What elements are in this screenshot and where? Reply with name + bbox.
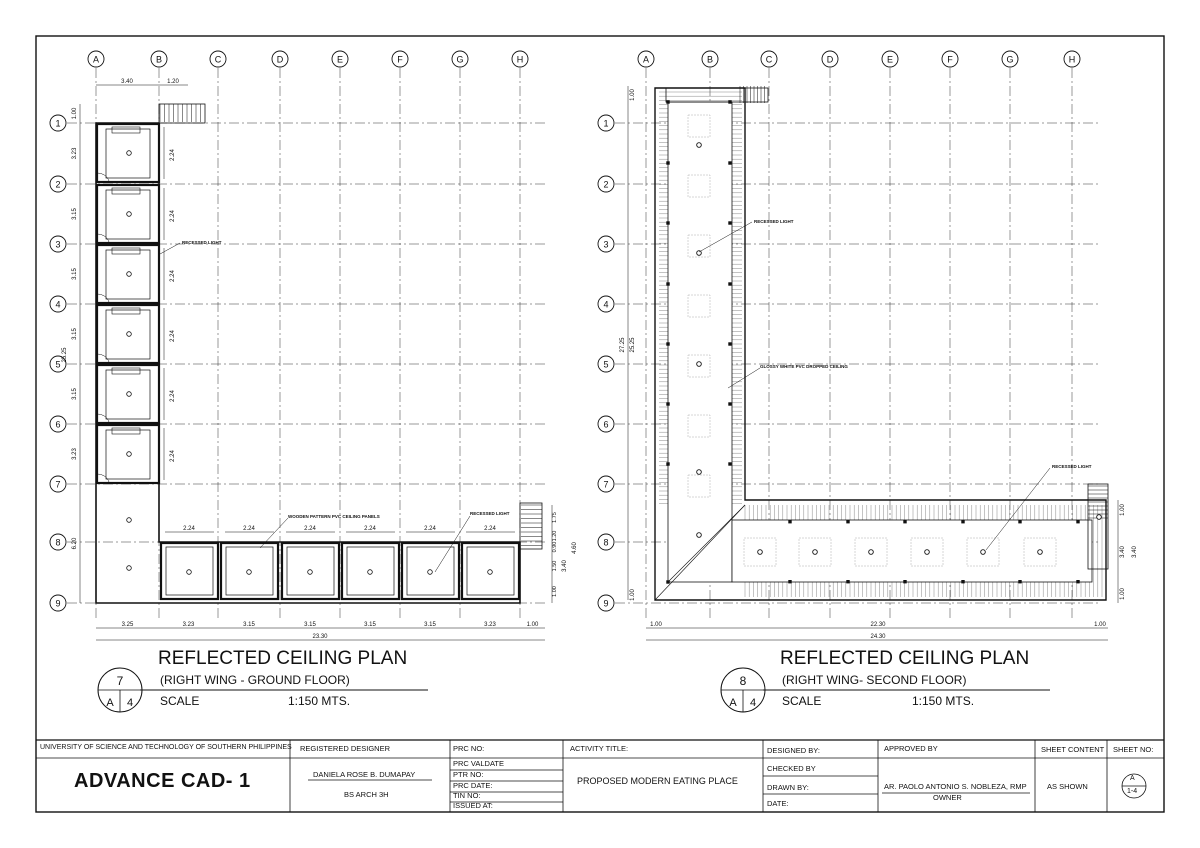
note-glossy-ceiling: GLOSSY WHITE PVC DROPPED CEILING: [760, 364, 848, 369]
ptr-no: PTR NO:: [453, 770, 484, 779]
column-marker: [846, 520, 849, 523]
dim-room-vertical: 2.24: [170, 149, 176, 161]
approved-by-label: APPROVED BY: [884, 744, 938, 753]
recessed-light: [925, 550, 930, 555]
grid-label-f: F: [397, 54, 403, 65]
column-marker: [728, 161, 731, 164]
grid-label-a: A: [92, 54, 100, 65]
door-swing: [97, 173, 109, 181]
column-marker: [728, 342, 731, 345]
recessed-light: [697, 362, 702, 367]
course-title: ADVANCE CAD- 1: [74, 770, 251, 792]
column-marker: [728, 221, 731, 224]
approver-role: OWNER: [933, 793, 962, 802]
column-marker: [788, 580, 791, 583]
column-marker: [903, 580, 906, 583]
column-marker: [728, 402, 731, 405]
dim-bottom: 3.23: [484, 622, 496, 628]
grid-label-9: 9: [603, 598, 609, 609]
dim-bottom: 3.23: [182, 622, 195, 628]
column-marker: [1076, 580, 1079, 583]
ceiling-panel-horizontal: [166, 547, 213, 595]
ceiling-panel-horizontal: [226, 547, 273, 595]
recessed-light: [127, 272, 132, 277]
dim-room-horizontal: 2.24: [364, 526, 376, 532]
sheet-ref-right-a: A: [729, 697, 737, 709]
grid-label-9: 9: [55, 598, 61, 609]
column-marker: [728, 462, 731, 465]
sheet-content-value: AS SHOWN: [1047, 782, 1088, 791]
dim-right-total: 3.40: [562, 560, 568, 572]
grid-label-2: 2: [603, 179, 609, 190]
recessed-light: [247, 570, 252, 575]
activity-title: PROPOSED MODERN EATING PLACE: [577, 776, 738, 786]
column-marker: [788, 520, 791, 523]
inner-ceiling-vertical: [668, 102, 732, 582]
recessed-light: [697, 470, 702, 475]
dim-right: 1.00: [552, 586, 558, 597]
grid-label-h: H: [516, 54, 524, 65]
cubicle-horizontal: [282, 543, 339, 599]
dim-bottom: 3.15: [364, 622, 376, 628]
dim-left: 3.15: [72, 388, 78, 400]
dim-bottom: 3.25: [121, 622, 134, 628]
grid-label-4: 4: [603, 299, 609, 310]
recessed-light: [697, 251, 702, 256]
recessed-light: [127, 212, 132, 217]
counter: [112, 428, 140, 434]
counter: [112, 248, 140, 254]
dim-bottom: 3.15: [424, 622, 436, 628]
recessed-light: [428, 570, 433, 575]
note-wooden-panels: WOODEN PATTERN PVC CEILING PANELS: [288, 514, 380, 519]
prc-date: PRC DATE:: [453, 781, 493, 790]
column-marker: [666, 221, 669, 224]
dim-room-horizontal: 2.24: [304, 526, 316, 532]
sheet-ref-right-4: 4: [749, 697, 757, 709]
recessed-light: [127, 151, 132, 156]
door-swing: [97, 234, 109, 242]
prc-no: PRC NO:: [453, 744, 485, 753]
recessed-light: [869, 550, 874, 555]
recessed-light: [127, 452, 132, 457]
dim-left: 3.23: [72, 147, 78, 160]
ceiling-panel-horizontal: [467, 547, 514, 595]
dim-top: 1.20: [167, 79, 179, 85]
ceiling-panel-vertical: [106, 430, 150, 479]
right-plan-subtitle: (RIGHT WING- SECOND FLOOR): [782, 673, 967, 687]
dim-right: 3.40: [1120, 546, 1126, 558]
cubicle-horizontal: [221, 543, 278, 599]
dim-left: 25.25: [630, 337, 636, 353]
dim-right-total: 3.40: [1132, 546, 1138, 558]
column-marker: [1018, 580, 1021, 583]
counter: [112, 127, 140, 133]
designed-by-label: DESIGNED BY:: [767, 746, 820, 755]
door-swing: [97, 474, 109, 482]
dim-room-vertical: 2.24: [170, 450, 176, 462]
dim-left: 3.15: [72, 328, 78, 340]
dim-right: 1.00: [1120, 504, 1126, 516]
sheet-ref-left-a: A: [106, 697, 114, 709]
dim-room-horizontal: 2.24: [484, 526, 496, 532]
counter: [112, 308, 140, 314]
recessed-light: [127, 518, 132, 523]
dim-right-total: 4.60: [572, 542, 578, 554]
activity-title-label: ACTIVITY TITLE:: [570, 744, 629, 753]
checked-by-label: CHECKED BY: [767, 764, 816, 773]
sheet-no-letter: A: [1130, 775, 1135, 782]
grid-label-7: 7: [603, 479, 609, 490]
cubicle-horizontal: [462, 543, 519, 599]
sheet-no-number: 1-4: [1127, 788, 1138, 795]
grid-label-1: 1: [603, 118, 609, 129]
grid-label-g: G: [1006, 54, 1014, 65]
ceiling-panel-vertical: [106, 129, 150, 178]
column-marker: [666, 282, 669, 285]
door-swing: [97, 354, 109, 362]
recessed-light: [1097, 515, 1102, 520]
dim-room-horizontal: 2.24: [243, 526, 255, 532]
door-swing: [97, 414, 109, 422]
university-name: UNIVERSITY OF SCIENCE AND TECHNOLOGY OF SOUTHERN PHILIPPINES: [40, 744, 292, 751]
grid-label-6: 6: [603, 419, 609, 430]
recessed-light: [697, 143, 702, 148]
door-swing: [97, 294, 109, 302]
left-plan-notes: [160, 240, 510, 572]
dim-left: 27.25: [620, 337, 626, 353]
grid-label-8: 8: [55, 537, 61, 548]
registered-designer-label: REGISTERED DESIGNER: [300, 744, 391, 753]
grid-label-c: C: [214, 54, 222, 65]
grid-label-7: 7: [55, 479, 61, 490]
right-plan-title-block: [721, 648, 1050, 712]
dim-room-horizontal: 2.24: [183, 526, 195, 532]
grid-label-d: D: [826, 54, 834, 65]
recessed-light: [488, 570, 493, 575]
column-marker: [666, 462, 669, 465]
recessed-light: [308, 570, 313, 575]
right-plan-title: REFLECTED CEILING PLAN: [780, 648, 1030, 669]
ceiling-panel-horizontal: [287, 547, 334, 595]
dim-bottom: 3.15: [304, 622, 316, 628]
column-marker: [666, 161, 669, 164]
grid-label-3: 3: [603, 239, 609, 250]
designer-name: DANIELA ROSE B. DUMAPAY: [313, 770, 416, 779]
dim-right: 1.50: [552, 560, 558, 572]
grid-label-a: A: [642, 54, 650, 65]
left-plan-title: REFLECTED CEILING PLAN: [158, 648, 408, 669]
dim-right: 1.75: [552, 512, 558, 523]
prc-validate: PRC VALDATE: [453, 759, 504, 768]
dim-room-vertical: 2.24: [170, 270, 176, 282]
dim-right: 0.90: [552, 541, 558, 553]
recessed-light: [127, 332, 132, 337]
grid-label-c: C: [765, 54, 773, 65]
dim-bottom: 1.00: [650, 622, 662, 628]
recessed-light: [368, 570, 373, 575]
ceiling-panel-horizontal: [347, 547, 394, 595]
detail-number-right: 8: [739, 674, 747, 688]
sheet-no-label: SHEET NO:: [1113, 745, 1154, 754]
grid-label-f: F: [947, 54, 953, 65]
recessed-light: [813, 550, 818, 555]
cubicle-horizontal: [161, 543, 218, 599]
recessed-light: [758, 550, 763, 555]
recessed-light: [187, 570, 192, 575]
dim-room-vertical: 2.24: [170, 330, 176, 342]
grid-label-2: 2: [55, 179, 61, 190]
recessed-light: [127, 566, 132, 571]
grid-label-1: 1: [55, 118, 61, 129]
sheet-ref-left-4: 4: [126, 697, 134, 709]
sheet-content-label: SHEET CONTENT: [1041, 745, 1105, 754]
grid-label-b: B: [706, 54, 714, 65]
right-scale-value: 1:150 MTS.: [912, 694, 975, 708]
designer-section: BS ARCH 3H: [344, 790, 389, 799]
cubicle-horizontal: [402, 543, 459, 599]
cubicle-horizontal: [342, 543, 399, 599]
column-marker: [666, 342, 669, 345]
note-recessed-light-2: RECESSED LIGHT: [470, 511, 510, 516]
ceiling-panel-horizontal: [407, 547, 454, 595]
column-marker: [666, 580, 669, 583]
approver-name: AR. PAOLO ANTONIO S. NOBLEZA, RMP: [884, 782, 1027, 791]
dim-left: 1.00: [72, 107, 78, 120]
dim-bottom: 1.00: [526, 622, 539, 628]
stair: [159, 104, 205, 123]
grid-label-e: E: [336, 54, 344, 65]
grid-label-5: 5: [603, 359, 609, 370]
recessed-light: [697, 533, 702, 538]
drawn-by-label: DRAWN BY:: [767, 783, 809, 792]
left-plan-subtitle: (RIGHT WING - GROUND FLOOR): [160, 673, 350, 687]
left-scale-label: SCALE: [160, 694, 200, 708]
ceiling-panel-vertical: [106, 250, 150, 299]
dim-left: 6.20: [72, 537, 78, 550]
counter: [112, 188, 140, 194]
dim-left-total: 25.25: [62, 347, 68, 363]
column-marker: [1018, 520, 1021, 523]
grid-label-4: 4: [55, 299, 61, 310]
recessed-light: [127, 392, 132, 397]
grid-label-5: 5: [55, 359, 61, 370]
column-marker: [666, 402, 669, 405]
counter: [112, 368, 140, 374]
dim-right: 1.00: [1120, 588, 1126, 600]
dim-left: 3.15: [72, 268, 78, 280]
grid-label-d: D: [276, 54, 284, 65]
left-plan-drawing: [62, 79, 578, 640]
dim-bottom: 3.15: [243, 622, 255, 628]
left-scale-value: 1:150 MTS.: [288, 694, 351, 708]
left-plan-title-block: [98, 648, 428, 712]
right-plan-drawing: [620, 86, 1138, 640]
dim-left: 3.15: [72, 208, 78, 220]
left-plan-grid: [50, 51, 548, 620]
column-marker: [961, 520, 964, 523]
column-marker: [961, 580, 964, 583]
recessed-light: [1038, 550, 1043, 555]
dim-bottom: 1.00: [1094, 622, 1106, 628]
detail-number-left: 7: [116, 674, 124, 688]
dim-left: 3.23: [72, 448, 78, 460]
ceiling-panel-vertical: [106, 370, 150, 419]
dim-right: 1.20: [552, 530, 558, 542]
right-scale-label: SCALE: [782, 694, 822, 708]
tin-no: TIN NO:: [453, 791, 481, 800]
note-recessed-light-3: RECESSED LIGHT: [754, 219, 794, 224]
note-recessed-light-1: RECESSED LIGHT: [182, 240, 222, 245]
dim-bottom-total: 23.30: [312, 634, 328, 640]
grid-label-8: 8: [603, 537, 609, 548]
column-marker: [903, 520, 906, 523]
ceiling-panel-vertical: [106, 310, 150, 359]
note-recessed-light-4: RECESSED LIGHT: [1052, 464, 1092, 469]
grid-label-b: B: [155, 54, 163, 65]
dim-bottom-total: 24.30: [870, 634, 886, 640]
date-label: DATE:: [767, 799, 789, 808]
dim-left: 1.00: [630, 89, 636, 101]
column-marker: [846, 580, 849, 583]
grid-label-6: 6: [55, 419, 61, 430]
grid-label-3: 3: [55, 239, 61, 250]
issued-at: ISSUED AT:: [453, 801, 493, 810]
grid-label-h: H: [1068, 54, 1076, 65]
grid-label-e: E: [886, 54, 894, 65]
dim-top: 3.40: [121, 79, 133, 85]
grid-label-g: G: [456, 54, 464, 65]
stair: [666, 88, 768, 102]
dim-room-horizontal: 2.24: [424, 526, 436, 532]
dim-bottom: 22.30: [870, 622, 886, 628]
dim-room-vertical: 2.24: [170, 390, 176, 402]
ceiling-panel-vertical: [106, 190, 150, 239]
dim-left: 1.00: [630, 589, 636, 601]
column-marker: [1076, 520, 1079, 523]
column-marker: [728, 282, 731, 285]
recessed-light: [981, 550, 986, 555]
dim-room-vertical: 2.24: [170, 210, 176, 222]
